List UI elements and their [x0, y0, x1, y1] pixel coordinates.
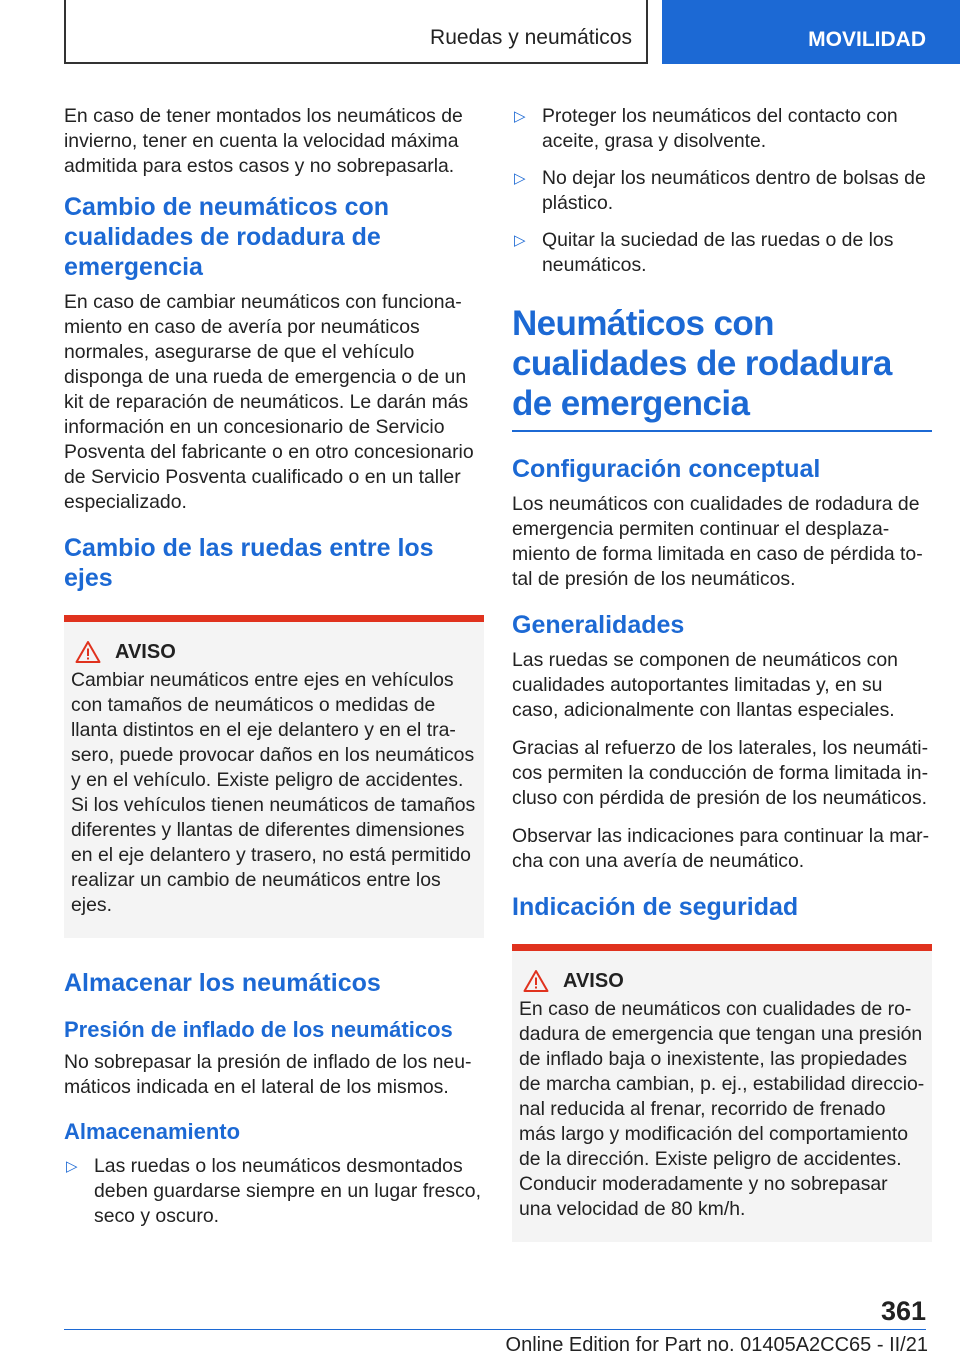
section-title: Ruedas y neumáticos: [430, 26, 632, 49]
chapter-tab-label: MOVILIDAD: [808, 28, 926, 51]
paragraph-generalidades-3: Observar las indicaciones para continuar la marcha con una avería de neumático.: [512, 825, 930, 872]
warning-header: [75, 640, 477, 664]
paragraph-generalidades-1: Las ruedas se componen de neumáticos con cualidades autoportantes limitadas y, en su caso, adicionalmente con llantas especiales.: [512, 649, 898, 721]
page-number: 361: [880, 1296, 926, 1326]
bullet-list-right: [512, 104, 932, 278]
right-column: [512, 104, 932, 1272]
warning-text: En caso de neumáticos con cualidades de rodadura de emergencia que tengan una presión de inflado baja o inexistente, las propiedades de marcha cambian, p. ej., estabilidad direccional reducida al frenar, recorrido de frenado más largo y modificación del comportamiento de la dirección. Existe peligro de accidentes. Conducir moderadamente y no sobrepasar una velocidad de 80 km/h.: [519, 998, 925, 1220]
triangle-right-icon: ▷: [514, 232, 526, 249]
list-item: [64, 1154, 484, 1229]
chapter-heading: Neumáticos con cualidades de rodadura de emergencia: [512, 304, 932, 432]
heading-seguridad: Indicación de seguridad: [512, 893, 799, 921]
triangle-right-icon: ▷: [514, 170, 526, 187]
left-column: [64, 104, 484, 1243]
list-item: [512, 228, 932, 278]
footer-edition: Online Edition for Part no. 01405A2CC65 - II/21: [505, 1334, 928, 1356]
paragraph-cambio-emergencia: En caso de cambiar neumáticos con funcionamiento en caso de avería por neumáticos normales, asegurarse de que el vehículo disponga de una rueda de emergencia o de un kit de reparación de neumáticos. Le darán más información en un concesionario de Servicio Posventa del fabricante o en otro concesionario de Servicio Posventa cualificado o en un taller especializado.: [64, 291, 474, 513]
heading-cambio-emergencia: Cambio de neumáticos con cualidades de rodadura de emergencia: [64, 193, 390, 281]
heading-almacenamiento: Almacenamiento: [64, 1119, 241, 1144]
warning-header: [523, 969, 925, 993]
chapter-tab: [662, 0, 960, 64]
triangle-right-icon: ▷: [66, 1158, 78, 1175]
heading-presion: Presión de inflado de los neumáticos: [64, 1017, 453, 1042]
list-item-text: Las ruedas o los neumáticos desmontados deben guardarse siempre en un lugar fresco, seco y oscuro.: [94, 1155, 481, 1227]
intro-paragraph: En caso de tener montados los neumáticos de invierno, tener en cuenta la velocidad máxima admitida para estos casos y no sobrepasarla.: [64, 105, 463, 177]
bullet-list-left: [64, 1154, 484, 1229]
running-header: [64, 0, 648, 64]
warning-triangle-icon: [75, 640, 101, 664]
warning-label: AVISO: [115, 640, 176, 663]
heading-cambio-ejes: Cambio de las ruedas entre los ejes: [64, 534, 434, 592]
footer-divider: [64, 1329, 926, 1330]
paragraph-presion: No sobrepasar la presión de inflado de los neumáticos indicada en el lateral de los mismos.: [64, 1051, 472, 1098]
list-item-text: No dejar los neumáticos dentro de bolsas de plástico.: [542, 167, 926, 214]
list-item-text: Quitar la suciedad de las ruedas o de los neumáticos.: [542, 229, 894, 276]
warning-box: [512, 944, 932, 1242]
paragraph-configuracion: Los neumáticos con cualidades de rodadura de emergencia permiten continuar el desplazamiento de forma limitada en caso de pérdida total de presión de los neumáticos.: [512, 493, 923, 590]
heading-almacenar: Almacenar los neumáticos: [64, 969, 381, 997]
warning-box: [64, 615, 484, 938]
paragraph-generalidades-2: Gracias al refuerzo de los laterales, los neumáticos permiten la conducción de forma limitada incluso con pérdida de presión de los neumáticos.: [512, 737, 929, 809]
list-item: [512, 104, 932, 154]
heading-configuracion: Configuración conceptual: [512, 455, 821, 483]
warning-text: Cambiar neumáticos entre ejes en vehículos con tamaños de neumáticos o medidas de llanta distintos en el eje delantero y en el trasero, puede provocar daños en los neumáticos y en el vehículo. Existe peligro de accidentes. Si los vehículos tienen neumáticos de tamaños diferentes y llantas de diferentes dimensiones en el eje delantero y trasero, no está permitido realizar un cambio de neumáticos entre los ejes.: [71, 669, 476, 916]
triangle-right-icon: ▷: [514, 108, 526, 125]
list-item: [512, 166, 932, 216]
heading-generalidades: Generalidades: [512, 611, 685, 639]
warning-label: AVISO: [563, 969, 624, 992]
warning-triangle-icon: [523, 969, 549, 993]
list-item-text: Proteger los neumáticos del contacto con aceite, grasa y disolvente.: [542, 105, 898, 152]
